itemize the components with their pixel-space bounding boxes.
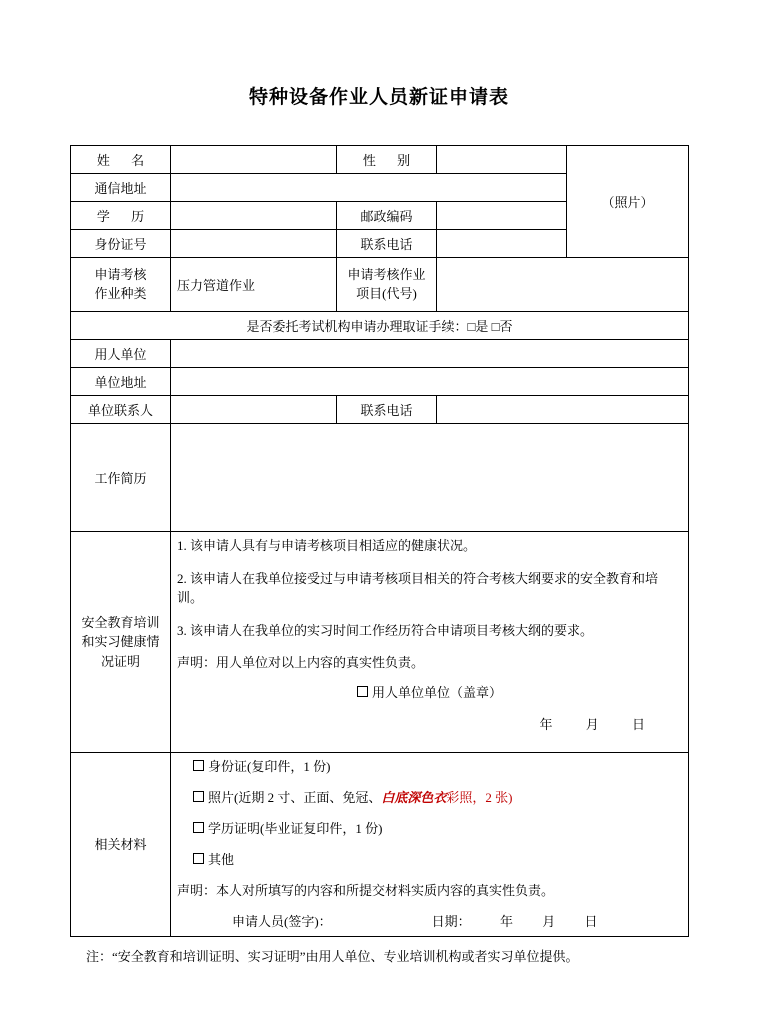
material-item-photo[interactable] [177, 788, 682, 808]
name-value[interactable] [171, 146, 337, 174]
safety-label-line3: 况证明 [100, 653, 140, 669]
safety-label-line2: 和实习健康情 [81, 634, 160, 649]
apply-item-label [337, 258, 437, 312]
table-row-entrust [71, 312, 689, 340]
applicant-date-group[interactable] [432, 912, 598, 932]
safety-item-2: 2. 该申请人在我单位接受过与申请考核项目相关的符合考核大纲要求的安全教育和培训。 [177, 570, 659, 605]
unit-address-label: 单位地址 [71, 368, 171, 396]
address-label: 通信地址 [71, 174, 171, 202]
materials-statement: 声明：本人对所填写的内容和所提交材料实质内容的真实性负责。 [177, 883, 555, 899]
material-item-photo-suffix: 彩照，2 张) [446, 789, 513, 805]
work-history-label: 工作简历 [71, 424, 171, 532]
safety-date-line[interactable] [177, 715, 682, 735]
gender-value[interactable] [437, 146, 567, 174]
safety-date-day: 日 [631, 717, 646, 732]
materials-body [171, 752, 689, 937]
table-row-materials [71, 752, 689, 937]
apply-type-label-line2: 作业种类 [94, 285, 147, 301]
table-row-unit-address [71, 368, 689, 396]
id-label: 身份证号 [71, 230, 171, 258]
name-label: 姓 名 [71, 146, 171, 174]
application-form-table [70, 145, 689, 937]
applicant-date-label: 日期： [431, 914, 471, 930]
id-value[interactable] [171, 230, 337, 258]
address-value[interactable] [171, 174, 567, 202]
checkbox-icon[interactable] [193, 822, 204, 833]
material-item-other-label: 其他 [208, 851, 235, 867]
phone-label: 联系电话 [337, 230, 437, 258]
unit-address-value[interactable] [171, 368, 689, 396]
table-row-safety [71, 532, 689, 753]
safety-date-month: 月 [585, 717, 600, 732]
checkbox-icon[interactable] [193, 760, 204, 771]
safety-body [171, 532, 689, 753]
apply-item-value[interactable] [437, 258, 689, 312]
table-row-employer [71, 340, 689, 368]
material-item-education-label: 学历证明(毕业证复印件，1 份) [208, 820, 383, 836]
applicant-signature-label[interactable]: 申请人员(签字)： [232, 914, 332, 930]
material-item-id[interactable] [177, 757, 682, 777]
employer-label: 用人单位 [71, 340, 171, 368]
education-label: 学 历 [71, 202, 171, 230]
applicant-date-day: 日 [584, 914, 598, 930]
safety-label-line1: 安全教育培训 [81, 614, 160, 630]
material-item-education[interactable] [177, 819, 682, 839]
unit-phone-label: 联系电话 [337, 396, 437, 424]
materials-signature-row [177, 912, 682, 932]
phone-value[interactable] [437, 230, 567, 258]
safety-date-year: 年 [539, 717, 554, 732]
safety-item-1: 1. 该申请人具有与申请考核项目相适应的健康状况。 [177, 538, 477, 553]
entrust-question[interactable]: 是否委托考试机构申请办理取证手续：□是 □否 [71, 312, 689, 340]
safety-statement: 声明：用人单位对以上内容的真实性负责。 [177, 655, 425, 670]
work-history-value[interactable] [171, 424, 689, 532]
safety-seal-line[interactable] [177, 683, 682, 703]
checkbox-icon[interactable] [193, 791, 204, 802]
unit-contact-value[interactable] [171, 396, 337, 424]
footer-note: 注：“安全教育和培训证明、实习证明”由用人单位、专业培训机构或者实习单位提供。 [86, 949, 579, 965]
material-item-photo-prefix: 照片(近期 2 寸、正面、免冠、 [208, 789, 382, 805]
applicant-date-year: 年 [499, 914, 513, 930]
apply-type-label [71, 258, 171, 312]
apply-item-label-line2: 项目(代号) [356, 285, 417, 301]
postcode-value[interactable] [437, 202, 567, 230]
postcode-label: 邮政编码 [337, 202, 437, 230]
employer-value[interactable] [171, 340, 689, 368]
education-value[interactable] [171, 202, 337, 230]
unit-contact-label: 单位联系人 [71, 396, 171, 424]
applicant-date-month: 月 [542, 914, 556, 930]
gender-label: 性 别 [337, 146, 437, 174]
apply-type-value[interactable]: 压力管道作业 [171, 258, 337, 312]
table-row-unit-contact [71, 396, 689, 424]
seal-text: 用人单位单位（盖章） [371, 684, 502, 700]
checkbox-icon[interactable] [357, 686, 368, 697]
table-row-work-history [71, 424, 689, 532]
safety-item-3: 3. 该申请人在我单位的实习时间工作经历符合申请项目考核大纲的要求。 [177, 622, 594, 638]
apply-item-label-line1: 申请考核作业 [347, 266, 426, 282]
page-title: 特种设备作业人员新证申请表 [248, 87, 509, 108]
photo-placeholder: （照片） [567, 146, 689, 258]
materials-label: 相关材料 [71, 752, 171, 937]
table-row-apply-type [71, 258, 689, 312]
table-row-name [71, 146, 689, 174]
material-item-photo-highlight: 白底深色衣 [381, 789, 447, 805]
safety-label [71, 532, 171, 753]
material-item-other[interactable] [177, 850, 682, 870]
apply-type-label-line1: 申请考核 [94, 266, 147, 282]
checkbox-icon[interactable] [193, 853, 204, 864]
material-item-id-label: 身份证(复印件，1 份) [208, 758, 331, 774]
unit-phone-value[interactable] [437, 396, 689, 424]
